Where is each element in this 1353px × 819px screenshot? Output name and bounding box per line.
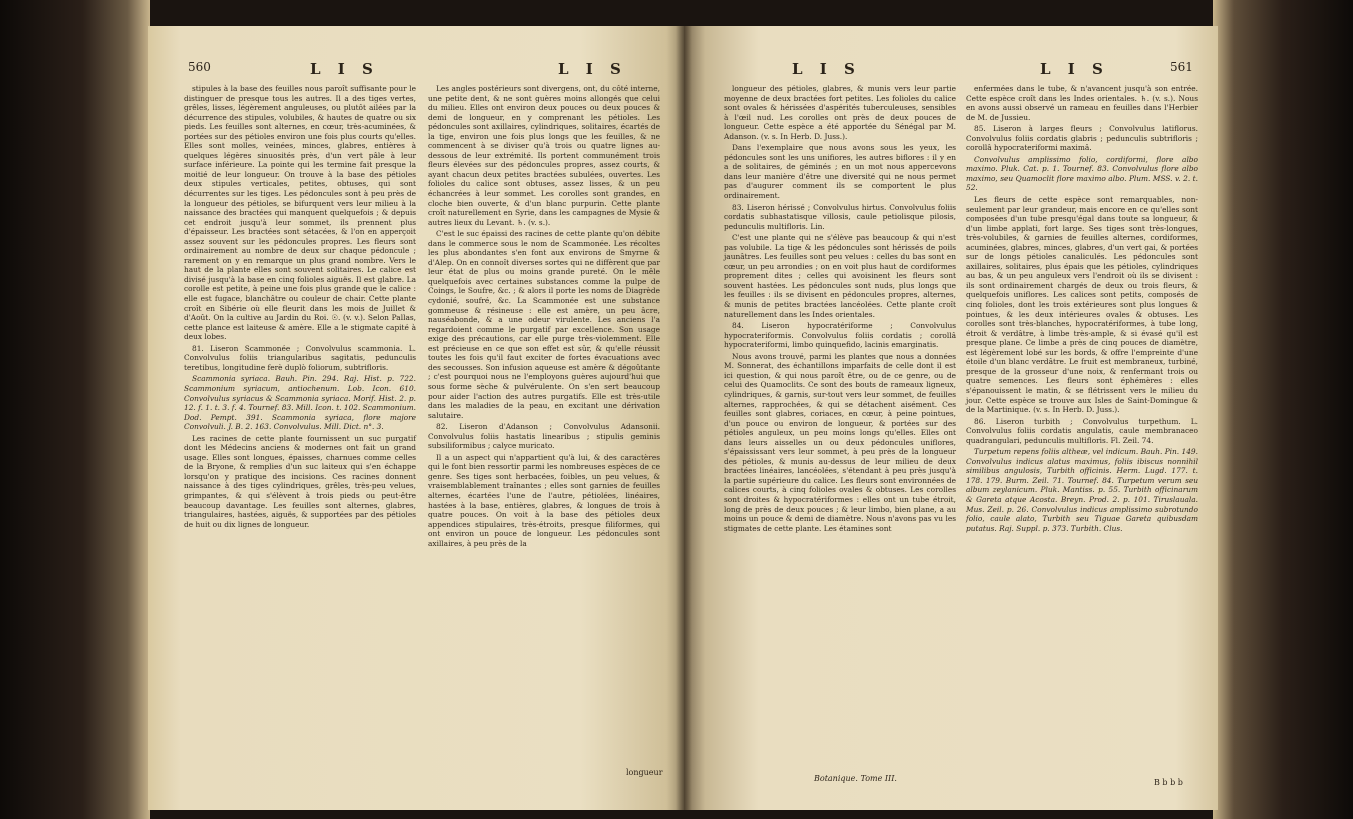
right-running-header <box>684 60 1218 82</box>
left-column-1 <box>184 84 416 531</box>
species-entry-83: 83. Liseron hérissé ; Convolvulus hirtus. Convolvulus foliis cordatis subhastatisque villosis, caule petiolisque pilosis, pedunculis multifloris. Lin. <box>724 202 956 231</box>
species-entry-85: 85. Liseron à larges fleurs ; Convolvulus latiflorus. Convolvulus foliis cordatis glabris ; pedunculis subtrifloris ; corollâ hypocrateriformi maximâ. <box>966 124 1198 153</box>
right-page-number: 561 <box>1170 60 1193 74</box>
right-running-head: L I S <box>792 60 861 78</box>
scan-background-right <box>1213 0 1353 819</box>
synonymy: Turpetum repens foliis altheæ, vel indicum. Bauh. Pin. 149. Convolvulus indicus alatus maximus, foliis ibiscus nonnihil similibus angulosis, Turbith officinis. Herm. Lugd. 177. t. 178. 179. Burm. Zeil. 71. Tournef. 84. Turpetum verum seu album zeylanicum. Pluk. Mantiss. p. 55. Turbith officinarum & Gareta atque Acosta. Breyn. Prod. 2. p. 101. Tiruslauala. Mus. Zeil. p. 26. Convolvulus indicus amplissimo subrotundo folio, caule alato, Turbith seu Tiguae Gareta quibusdam putatus. Raj. Suppl. p. 373. Turbith. Clus. <box>966 447 1198 533</box>
right-catchword: B b b b <box>1154 778 1183 787</box>
species-entry-84: 84. Liseron hypocratériforme ; Convolvulus hypocrateriformis. Convolvulus foliis cordatis ; corollâ hypocrateriformi, limbo quinquefido, lacinis emarginatis. <box>724 321 956 350</box>
paragraph: Nous avons trouvé, parmi les plantes que nous a données M. Sonnerat, des échantillons imparfaits de celle dont il est ici question, & qui nous paroît être, ou de ce genre, ou de celui des Quamoclits. Ce sont des bouts de rameaux ligneux, cylindriques, & garnis, sur-tout vers leur sommet, de feuilles alternes, rapprochées, & qui se détachent aisément. Ces feuilles sont glabres, coriaces, en cœur, à peine pointues, d'un pouce ou environ de longueur, & portées sur des pétioles anguleux, un peu moins longs qu'elles. Elles ont dans leurs aisselles un ou deux pédoncules uniflores, s'épaississant vers leur sommet, à peu près de la longueur des pétioles, & munis au-dessus de leur milieu de deux bractées linéaires, lancéolées, s'étendant à peu près jusqu'à la partie supérieure du calice. Les fleurs sont environnées de calices courts, à cinq folioles ovales & obtuses. Les corolles sont droites & hypocratériformes : elles ont un tube étroit, long de près de deux pouces ; & leur limbo, bien plane, a au moins un pouce & demi de diamètre. Nous n'avons pas vu les stigmates de cette plante. Les étamines sont <box>724 351 956 533</box>
paragraph: Les fleurs de cette espèce sont remarquables, non-seulement par leur grandeur, mais encore en ce qu'elles sont composées d'un tube presqu'égal dans toute sa longueur, & d'un limbe applati, fort large. Ses tiges sont très-longues, très-volubiles, & garnies de feuilles alternes, cordiformes, acuminées, glabres, minces, glabres, d'un vert gai, & portées sur de longs pétioles canaliculés. Les pédoncules sont axillaires, solitaires, plus épais que les pétioles, cylindriques au bas, & un peu anguleux vers l'endroit où ils se divisent : ils sont ordinairement chargés de deux ou trois fleurs, & quelquefois uniflores. Les calices sont petits, composés de cinq folioles, dont les trois extérieures sont plus longues & pointues, & les deux intérieures ovales & obtuses. Les corolles sont très-blanches, hypocratériformes, à tube long, étroit & verdâtre, à limbe très-ample, & si évasé qu'il est presque plane. Ce limbe a près de cinq pouces de diamètre, est légèrement lobé sur les bords, & offre l'empreinte d'une étoile d'un blanc verdâtre. Le fruit est membraneux, turbiné, presque de la grosseur d'une noix, & renfermant trois ou quatre semences. Les fleurs sont éphémères : elles s'épanouissent le matin, & se flétrissent vers le milieu du jour. Cette espèce se trouve aux Isles de Saint-Domingue & de la Martinique. (v. s. In Herb. D. Juss.). <box>966 195 1198 415</box>
signature-line: Botanique. Tome III. <box>814 774 897 783</box>
right-column-1 <box>724 84 956 535</box>
paragraph: longueur des pétioles, glabres, & munis vers leur partie moyenne de deux bractées fort petites. Les folioles du calice sont ovales & hérissées d'aspérités tuberculeuses, sensibles à l'œil nud. Les corolles ont près de deux pouces de longueur. Cette espèce a été apportée du Sénégal par M. Adanson. (v. s. In Herb. D. Juss.). <box>724 84 956 141</box>
species-entry-86: 86. Liseron turbith ; Convolvulus turpethum. L. Convolvulus foliis cordatis angulatis, caule membranaceo quadrangulari, pedunculis multifloris. Fl. Zeil. 74. <box>966 416 1198 445</box>
left-catchword: longueur <box>626 768 663 777</box>
left-running-head: L I S <box>310 60 379 78</box>
right-column-2 <box>966 84 1198 535</box>
right-page <box>684 26 1218 810</box>
left-running-header <box>148 60 688 82</box>
paragraph: Les racines de cette plante fournissent un suc purgatif dont les Médecins anciens & modernes ont fait un grand usage. Elles sont longues, épaisses, charnues comme celles de la Bryone, & remplies d'un suc laiteux qui s'en échappe lorsqu'on y pratique des incisions. Ces racines donnent naissance à des tiges cylindriques, grêles, très-peu velues, grimpantes, & qui s'élèvent à trois pieds ou peut-être beaucoup davantage. Les feuilles sont alternes, glabres, triangulaires, hastées, aiguës, & supportées par des pétioles de huit ou dix lignes de longueur. <box>184 433 416 529</box>
book-gutter <box>676 26 692 810</box>
scan-background-left <box>0 0 150 819</box>
left-running-head-col2: L I S <box>558 60 627 78</box>
right-running-head-col2: L I S <box>1040 60 1109 78</box>
paragraph: C'est le suc épaissi des racines de cette plante qu'on débite dans le commerce sous le nom de Scammonée. Les récoltes les plus abondantes s'en font aux environs de Smyrne & d'Alep. On en connoît diverses sortes qui ne diffèrent que par leur état de plus ou moins grande pureté. On le mêle quelquefois avec certaines substances comme la pulpe de Coings, le Soufre, &c. ; & alors il porte les noms de Diagrède cydonié, soufré, &c. La Scammonée est une substance gommeuse & résineuse : elle est amère, un peu âcre, nauséabonde, & a une odeur virulente. Les anciens l'a regardoient comme le purgatif par excellence. Son usage exige des précautions, car elle purge très-violemment. Elle est précieuse en ce que son effet est sûr, & qu'elle réussit toutes les fois qu'il faut exciter de fortes évacuations avec des secousses. Son infusion aqueuse est amère & dégoûtante ; c'est pourquoi nous ne l'employons guères aujourd'hui que sous forme sèche & pulvérulente. On s'en sert beaucoup pour aider l'action des autres purgatifs. Elle est très-utile dans les maladies de la peau, en excitant une dérivation salutaire. <box>428 229 660 420</box>
left-page-number: 560 <box>188 60 211 74</box>
left-column-2 <box>428 84 660 550</box>
paragraph: Dans l'exemplaire que nous avons sous les yeux, les pédoncules sont les uns unifiores, les autres biflores : il y en a de solitaires, de géminés ; en un mot nous appercevons dans leur manière d'être une diversité qui ne nous permet pas d'augurer comment ils se comportent le plus ordinairement. <box>724 143 956 201</box>
left-page <box>148 26 688 810</box>
open-book <box>148 26 1218 810</box>
paragraph: C'est une plante qui ne s'élève pas beaucoup & qui n'est pas volubile. La tige & les pédoncules sont hérissés de poils jaunâtres. Les feuilles sont peu velues : celles du bas sont en cœur, un peu arrondies ; on en voit plus haut de cordiformes proprement dites ; celles qui avoisinent les fleurs sont souvent hastées. Les pédoncules sont nuds, plus longs que les feuilles : ils se divisent en pédoncules propres, alternes, & munis de petites bractées lancéolées. Cette plante croît naturellement dans les Indes orientales. <box>724 233 956 319</box>
paragraph: enfermées dans le tube, & n'avancent jusqu'à son entrée. Cette espèce croît dans les Indes orientales. ♄. (v. s.). Nous en avons aussi observé un rameau en feuilles dans l'Herbier de M. de Jussieu. <box>966 84 1198 122</box>
species-entry-82: 82. Liseron d'Adanson ; Convolvulus Adansonii. Convolvulus foliis hastatis linearibus ; stipulis geminis subsiliformibus ; calyce muricato. <box>428 422 660 451</box>
paragraph: stipules à la base des feuilles nous paroît suffisante pour le distinguer de presque tous les autres. Il a des tiges vertes, grêles, lisses, légèrement anguleuses, ou plutôt ailées par la décurrence des stipules, volubiles, & hautes de quatre ou six pieds. Les feuilles sont alternes, en cœur, très-acuminées, & portées sur des pétioles environ une fois plus courts qu'elles. Elles sont molles, veinées, minces, glabres, entières à quelques légères sinuosités près, d'un vert pâle à leur surface inférieure. La pointe qui les termine fait presque la moitié de leur longueur. On trouve à la base des pétioles deux stipules verticales, petites, obtuses, qui sont décurrentes sur les tiges. Les pédoncules sont à peu près de la longueur des pétioles, se bifurquent vers leur milieu à la naissance des bractées qui manquent quelquefois ; & depuis cet endroit jusqu'à leur sommet, ils prennent plus d'épaisseur. Les bractées sont sétacées, & l'on en apperçoit assez souvent sur les pédoncules propres. Les fleurs sont ordinairement au nombre de deux sur chaque pédoncule ; rarement on y en remarque un plus grand nombre. Vers le haut de la plante elles sont souvent solitaires. Le calice est divisé jusqu'à la base en cinq folioles aiguës. Il est glabre. La corolle est petite, à peine une fois plus grande que le calice : elle est fugace, blanchâtre ou couleur de chair. Cette plante croît en Sibérie où elle fleurit dans les mois de Juillet & d'Août. On la cultive au Jardin du Roi. ☉. (v. v.). Selon Pallas, cette plance est laiteuse & amère. Elle a le stigmate capité à deux lobes. <box>184 84 416 342</box>
species-entry-81: 81. Liseron Scammonée ; Convolvulus scammonia. L. Convolvulus foliis triangularibus sagitatis, pedunculis teretibus, longitudine ferè duplò foliorum, subtrifloris. <box>184 343 416 372</box>
paragraph: Il a un aspect qui n'appartient qu'à lui, & des caractères qui le font bien ressortir parmi les nombreuses espèces de ce genre. Ses tiges sont herbacées, foibles, un peu velues, & vraisemblablement traînantes ; elles sont garnies de feuilles alternes, écartées l'une de l'autre, pétiolées, linéaires, hastées à la base, entières, glabres, & longues de trois à quatre pouces. On voit à la base des pétioles deux appendices stipulaires, très-étroits, presque filiformes, qui ont environ un pouce de longueur. Les pédoncules sont axillaires, à peu près de la <box>428 452 660 548</box>
synonymy: Convolvulus amplissimo folio, cordiformi, flore albo maximo. Pluk. Cat. p. 1. Tournef. 83. Convolvulus flore albo maximo, seu Quamoclit flore maximo albo. Plum. MSS. v. 2. t. 52. <box>966 154 1198 193</box>
synonymy: Scammonia syriaca. Bauh. Pin. 294. Raj. Hist. p. 722. Scammonium syriacum, antiochenum. Lob. Icon. 610. Convolvulus syriacus & Scammonia syriaca. Morif. Hist. 2. p. 12. f. 1. t. 3. f. 4. Tournef. 83. Mill. Icon. t. 102. Scammonium. Dod. Pempt. 391. Scammonia syriaca, flore majore Convolvuli. J. B. 2. 163. Convolvulus. Mill. Dict. n°. 3. <box>184 374 416 432</box>
paragraph: Les angles postérieurs sont divergens, ont, du côté interne, une petite dent, & ne sont guères moins allongés que celui du milieu. Elles ont environ deux pouces ou deux pouces & demi de longueur, en y comprenant les pétioles. Les pédoncules sont axillaires, cylindriques, solitaires, écartés de la tige, environ une fois plus longs que les feuilles, & ne commencent à se diviser qu'à trois ou quatre lignes au-dessous de leur extrémité. Ils portent communément trois fleurs élevées sur des pédoncules propres, assez courts, & ayant chacun deux petites bractées subulées, ouvertes. Les folioles du calice sont obtuses, assez lisses, & un peu échancrées à leur sommet. Les corolles sont grandes, en cloche bien ouverte, & d'un blanc purpurin. Cette plante croît naturellement en Syrie, dans les campagnes de Mysie & autres lieux du Levant. ♄. (v. s.). <box>428 84 660 227</box>
